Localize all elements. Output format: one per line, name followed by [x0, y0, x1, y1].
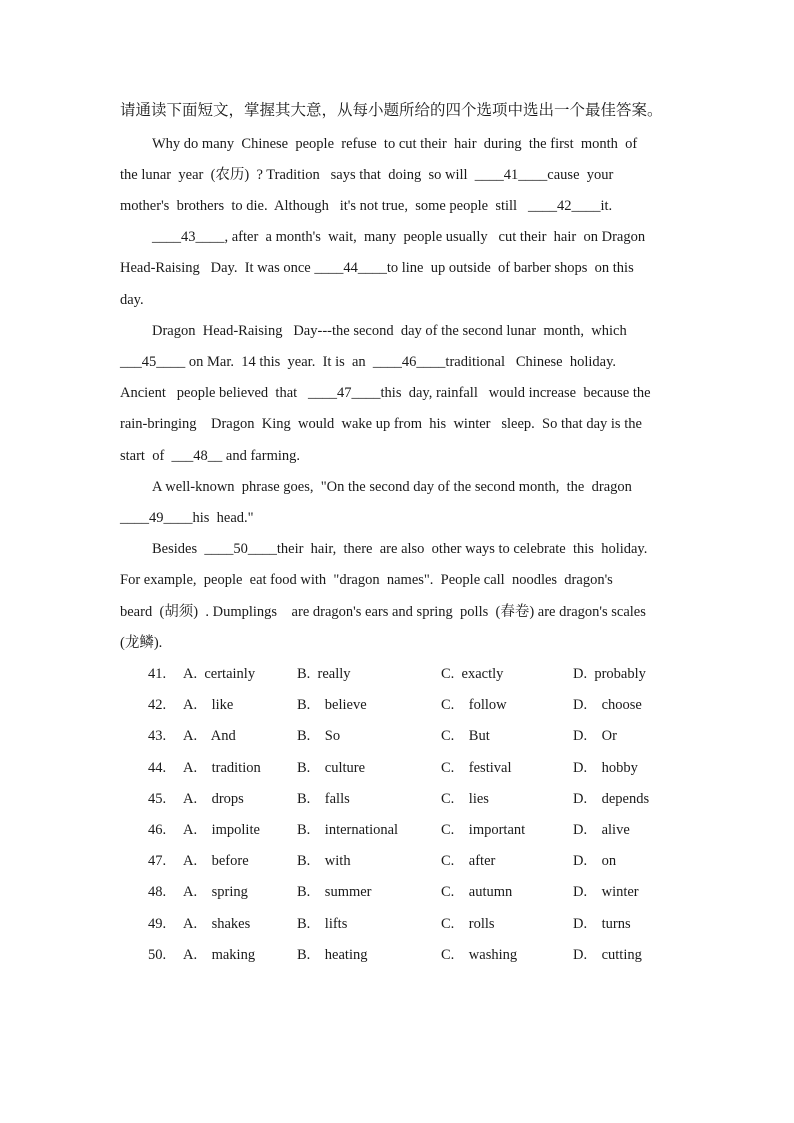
- option-b: B. lifts: [297, 916, 348, 932]
- option-a: A. spring: [183, 884, 248, 900]
- option-a: A. And: [183, 728, 236, 744]
- option-d: D. Or: [573, 728, 617, 744]
- option-b: B. summer: [297, 884, 372, 900]
- option-a: A. certainly: [183, 666, 256, 682]
- option-c: C. important: [441, 822, 526, 838]
- question-number: 44.: [148, 760, 167, 776]
- question-number: 43.: [148, 728, 167, 744]
- option-a: A. drops: [183, 791, 244, 807]
- passage-line: A well-known phrase goes, "On the second day of the second month, the dragon: [152, 479, 632, 495]
- option-b: B. So: [297, 728, 341, 744]
- option-d: D. choose: [573, 697, 642, 713]
- passage-line: Head-Raising Day. It was once ____44____to line up outside of barber shops on this: [120, 260, 634, 276]
- passage-line: Ancient people believed that ____47____this day, rainfall would increase because the: [120, 385, 651, 401]
- instruction-text: 请通读下面短文，掌握其大意，从每小题所给的四个选项中选出一个最佳答案。: [120, 102, 663, 119]
- passage-line: For example, people eat food with "dragon names". People call noodles dragon's: [120, 572, 613, 588]
- option-c: C. exactly: [441, 666, 504, 682]
- option-b: B. international: [297, 822, 399, 838]
- option-b: B. really: [297, 666, 351, 682]
- option-b: B. with: [297, 853, 351, 869]
- question-number: 50.: [148, 947, 167, 963]
- option-d: D. probably: [573, 666, 646, 682]
- question-row: [0, 945, 794, 965]
- option-c: C. rolls: [441, 916, 495, 932]
- passage-line: start of ___48__ and farming.: [120, 448, 301, 464]
- option-a: A. tradition: [183, 760, 261, 776]
- option-c: C. autumn: [441, 884, 513, 900]
- passage-line: ____43____, after a month's wait, many people usually cut their hair on Dragon: [152, 229, 646, 245]
- question-number: 46.: [148, 822, 167, 838]
- question-row: [0, 851, 794, 871]
- question-number: 48.: [148, 884, 167, 900]
- question-row: [0, 882, 794, 902]
- option-a: A. like: [183, 697, 234, 713]
- option-b: B. heating: [297, 947, 368, 963]
- passage-line: the lunar year (农历) ? Tradition says that doing so will ____41____cause your: [120, 167, 614, 183]
- passage-line: ___45____ on Mar. 14 this year. It is an ____46____traditional Chinese holiday.: [120, 354, 617, 370]
- passage-line: beard (胡须) . Dumplings are dragon's ears and spring polls (春卷) are dragon's scales: [120, 604, 646, 620]
- option-a: A. before: [183, 853, 249, 869]
- passage-line: (龙鳞).: [120, 635, 163, 651]
- passage-line: Why do many Chinese people refuse to cut their hair during the first month of: [152, 136, 638, 152]
- question-number: 45.: [148, 791, 167, 807]
- option-d: D. on: [573, 853, 617, 869]
- option-d: D. hobby: [573, 760, 638, 776]
- question-row: [0, 914, 794, 934]
- passage-line: Dragon Head-Raising Day---the second day of the second lunar month, which: [152, 323, 627, 339]
- option-d: D. cutting: [573, 947, 642, 963]
- option-a: A. impolite: [183, 822, 260, 838]
- option-d: D. depends: [573, 791, 650, 807]
- question-row: [0, 695, 794, 715]
- option-a: A. making: [183, 947, 256, 963]
- option-a: A. shakes: [183, 916, 251, 932]
- option-d: D. alive: [573, 822, 630, 838]
- option-b: B. believe: [297, 697, 367, 713]
- option-c: C. after: [441, 853, 496, 869]
- question-row: [0, 758, 794, 778]
- question-number: 49.: [148, 916, 167, 932]
- option-c: C. washing: [441, 947, 518, 963]
- passage-line: day.: [120, 292, 144, 308]
- passage-line: ____49____his head.": [120, 510, 254, 526]
- option-c: C. But: [441, 728, 490, 744]
- option-d: D. turns: [573, 916, 631, 932]
- option-c: C. festival: [441, 760, 512, 776]
- question-number: 47.: [148, 853, 167, 869]
- question-row: [0, 789, 794, 809]
- question-row: [0, 820, 794, 840]
- passage-line: mother's brothers to die. Although it's not true, some people still ____42____it.: [120, 198, 613, 214]
- question-row: [0, 664, 794, 684]
- option-c: C. follow: [441, 697, 507, 713]
- option-c: C. lies: [441, 791, 489, 807]
- passage-line: Besides ____50____their hair, there are also other ways to celebrate this holiday.: [152, 541, 648, 557]
- option-b: B. culture: [297, 760, 366, 776]
- question-row: [0, 726, 794, 746]
- option-b: B. falls: [297, 791, 350, 807]
- question-number: 42.: [148, 697, 167, 713]
- question-number: 41.: [148, 666, 167, 682]
- option-d: D. winter: [573, 884, 639, 900]
- passage-line: rain-bringing Dragon King would wake up from his winter sleep. So that day is the: [120, 416, 642, 432]
